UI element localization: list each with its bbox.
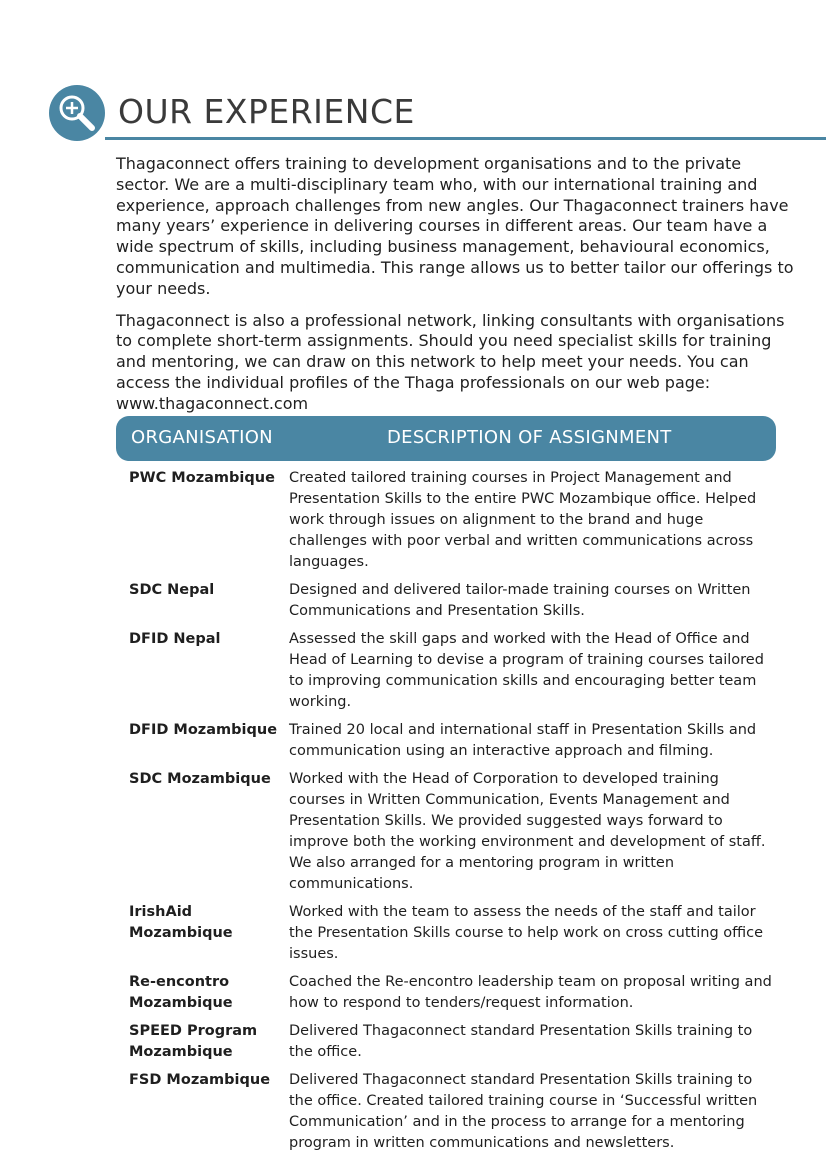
intro-text — [116, 154, 796, 426]
table-row — [129, 769, 779, 895]
assignment-description: Delivered Thagaconnect standard Presentation Skills training to the office. — [289, 1023, 753, 1060]
organisation-name: DFID Mozambique — [129, 722, 278, 738]
assignment-description: Worked with the team to assess the needs of the staff and tailor the Presentation Skills course to help work on cross cutting office issues. — [289, 904, 764, 962]
assignment-table — [129, 468, 779, 1161]
table-row — [129, 629, 779, 713]
table-row — [129, 1021, 779, 1063]
intro-paragraph: Thagaconnect is also a professional network, linking consultants with organisations to complete short-term assignments. Should you need specialist skills for training and mentoring, we can draw on this network to help meet your needs. You can access the individual profiles of the Thaga professionals on our web page: www.thagaconnect.com — [116, 310, 785, 413]
table-row — [129, 580, 779, 622]
column-header-description: DESCRIPTION OF ASSIGNMENT — [387, 427, 672, 448]
organisation-name: DFID Nepal — [129, 631, 221, 647]
assignment-description: Delivered Thagaconnect standard Presentation Skills training to the office. Created tailored training course in ‘Successful written Communication’ and in the process to arrange for a mentoring program in written communications and newsletters. — [289, 1072, 758, 1151]
organisation-name: SPEED Program Mozambique — [129, 1023, 258, 1060]
organisation-name: SDC Mozambique — [129, 771, 271, 787]
assignment-description: Coached the Re-encontro leadership team on proposal writing and how to respond to tenders/request information. — [289, 974, 772, 1011]
column-header-organisation: ORGANISATION — [131, 427, 273, 448]
table-header — [116, 416, 776, 461]
magnifier-plus-icon — [49, 85, 105, 141]
organisation-name: SDC Nepal — [129, 582, 215, 598]
organisation-name: Re-encontro Mozambique — [129, 974, 233, 1011]
organisation-name: PWC Mozambique — [129, 470, 275, 486]
organisation-name: FSD Mozambique — [129, 1072, 271, 1088]
table-row — [129, 1070, 779, 1154]
assignment-description: Created tailored training courses in Project Management and Presentation Skills to the entire PWC Mozambique office. Helped work through issues on alignment to the brand and huge challenges with poor verbal and written communications across languages. — [289, 470, 757, 570]
page-title: OUR EXPERIENCE — [118, 92, 415, 131]
assignment-description: Worked with the Head of Corporation to developed training courses in Written Communication, Events Management and Presentation Skills. We provided suggested ways forward to improve both the working environment and development of staff. We also arranged for a mentoring program in written communications. — [289, 771, 766, 892]
intro-paragraph: Thagaconnect offers training to development organisations and to the private sector. We are a multi-disciplinary team who, with our international training and experience, approach challenges from new angles. Our Thagaconnect trainers have many years’ experience in delivering courses in different areas. Our team have a wide spectrum of skills, including business management, behavioural economics, communication and multimedia. This range allows us to better tailor our offerings to your needs. — [116, 154, 794, 298]
assignment-description: Designed and delivered tailor-made training courses on Written Communications and Presentation Skills. — [289, 582, 751, 619]
table-row — [129, 972, 779, 1014]
title-underline — [105, 137, 826, 140]
table-row — [129, 468, 779, 573]
assignment-description: Assessed the skill gaps and worked with the Head of Office and Head of Learning to devise a program of training courses tailored to improving communication skills and encouraging better team working. — [289, 631, 764, 710]
table-row — [129, 902, 779, 965]
table-row — [129, 720, 779, 762]
organisation-name: IrishAid Mozambique — [129, 904, 233, 941]
assignment-description: Trained 20 local and international staff in Presentation Skills and communication using an interactive approach and filming. — [289, 722, 757, 759]
